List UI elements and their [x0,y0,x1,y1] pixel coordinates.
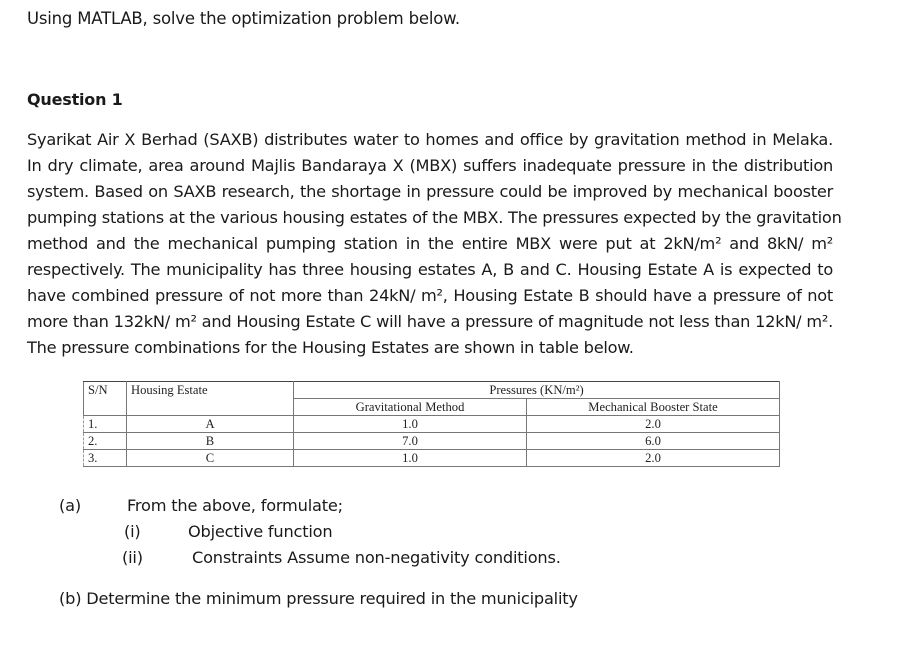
part-a-i-label: (i) [124,522,141,541]
part-a-text: From the above, formulate; [127,496,343,515]
part-a-i-text: Objective function [188,522,333,541]
header-mechanical: Mechanical Booster State [527,399,780,416]
part-b-text: (b) Determine the minimum pressure required in the municipality [59,589,578,608]
part-a-ii-label: (ii) [122,548,143,567]
question-title: Question 1 [27,90,123,109]
header-pressures: Pressures (KN/m²) [294,382,780,399]
paragraph-line: more than 132kN/ m² and Housing Estate C will have a pressure of magnitude not less than 12kN/ m². [27,312,833,331]
paragraph-line: The pressure combinations for the Housing Estates are shown in table below. [27,338,634,357]
cell-grav: 7.0 [294,433,527,450]
part-a-label: (a) [59,496,81,515]
paragraph-line: method and the mechanical pumping station in the entire MBX were put at 2kN/m² and 8kN/ m² [27,234,833,253]
problem-paragraph [27,127,842,361]
cell-mech: 2.0 [527,416,780,433]
table-row [84,416,780,433]
cell-sn: 2. [84,433,127,450]
paragraph-line: system. Based on SAXB research, the shortage in pressure could be improved by mechanical booster [27,182,833,201]
cell-estate: A [127,416,294,433]
cell-mech: 2.0 [527,450,780,467]
paragraph-line: Syarikat Air X Berhad (SAXB) distributes water to homes and office by gravitation method in Melaka. [27,130,833,149]
header-gravitational: Gravitational Method [294,399,527,416]
paragraph-line: have combined pressure of not more than 24kN/ m², Housing Estate B should have a pressure of not [27,286,833,305]
paragraph-line: respectively. The municipality has three housing estates A, B and C. Housing Estate A is expected to [27,260,833,279]
cell-sn: 1. [84,416,127,433]
table-row [84,450,780,467]
cell-estate: B [127,433,294,450]
intro-text: Using MATLAB, solve the optimization problem below. [27,9,460,28]
header-estate: Housing Estate [127,382,294,416]
cell-grav: 1.0 [294,416,527,433]
header-sn: S/N [84,382,127,416]
part-a-ii-text: Constraints Assume non-negativity conditions. [192,548,561,567]
paragraph-line: pumping stations at the various housing estates of the MBX. The pressures expected by the gravitation [27,208,842,227]
cell-estate: C [127,450,294,467]
cell-mech: 6.0 [527,433,780,450]
paragraph-line: In dry climate, area around Majlis Bandaraya X (MBX) suffers inadequate pressure in the distribution [27,156,833,175]
cell-grav: 1.0 [294,450,527,467]
pressure-table [83,381,780,467]
cell-sn: 3. [84,450,127,467]
table-row [84,433,780,450]
